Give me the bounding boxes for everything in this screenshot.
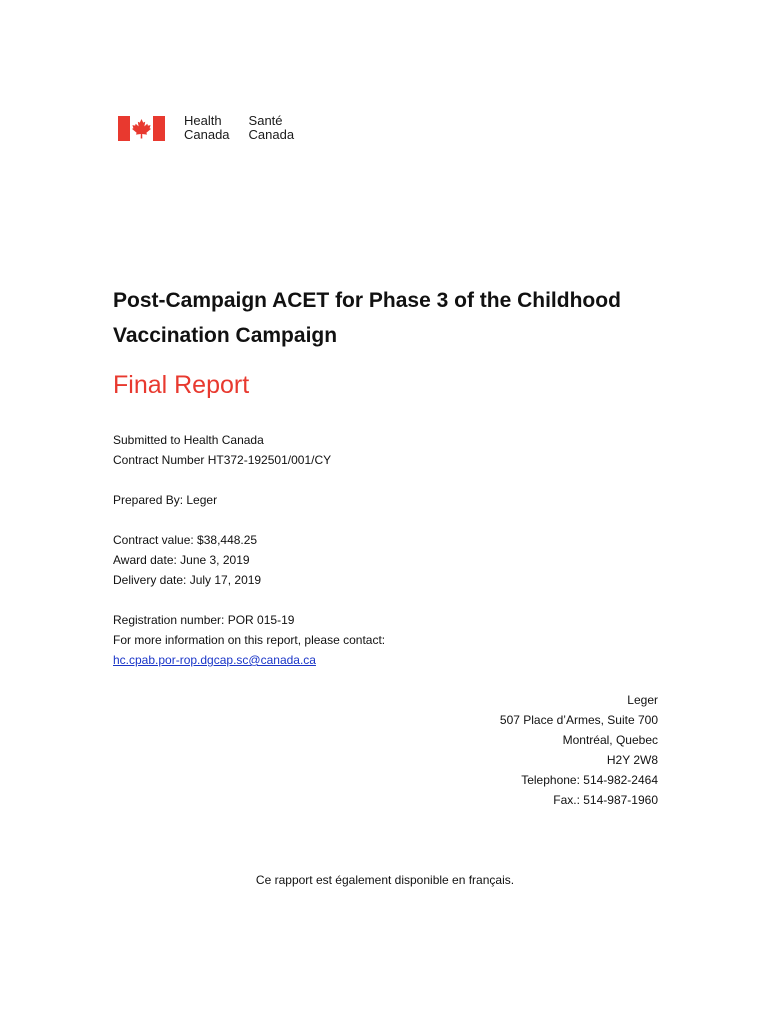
prepared-by-text: Prepared By: Leger bbox=[113, 493, 218, 507]
prepared-by-block bbox=[113, 490, 217, 510]
contract-value-text: Contract value: $38,448.25 bbox=[113, 533, 258, 547]
address-company: Leger bbox=[627, 693, 658, 707]
logo-en-line1: Health bbox=[184, 113, 222, 128]
contact-email-link[interactable]: hc.cpab.por-rop.dgcap.sc@canada.ca bbox=[113, 653, 316, 667]
delivery-date-text: Delivery date: July 17, 2019 bbox=[113, 573, 262, 587]
logo-french-name bbox=[249, 114, 295, 142]
address-telephone: Telephone: 514-982-2464 bbox=[521, 773, 658, 787]
canada-flag-icon bbox=[118, 116, 165, 141]
address-postal: H2Y 2W8 bbox=[606, 753, 658, 767]
registration-block bbox=[113, 610, 385, 670]
address-street: 507 Place d’Armes, Suite 700 bbox=[499, 713, 658, 727]
logo-en-line2: Canada bbox=[184, 127, 230, 142]
address-fax: Fax.: 514-987-1960 bbox=[553, 793, 658, 807]
registration-number-text: Registration number: POR 015-19 bbox=[113, 613, 295, 627]
address-block bbox=[500, 690, 658, 810]
contract-details-block bbox=[113, 530, 261, 590]
address-city: Montréal, Quebec bbox=[562, 733, 658, 747]
health-canada-logo bbox=[118, 114, 294, 144]
contact-text: For more information on this report, please contact: bbox=[113, 633, 386, 647]
logo-fr-line2: Canada bbox=[248, 127, 295, 142]
submission-block bbox=[113, 430, 331, 470]
submitted-to-text: Submitted to Health Canada bbox=[113, 433, 264, 447]
contract-number-text: Contract Number HT372-192501/001/CY bbox=[113, 453, 332, 467]
award-date-text: Award date: June 3, 2019 bbox=[113, 553, 250, 567]
logo-fr-line1: Santé bbox=[248, 113, 283, 128]
report-subtitle: Final Report bbox=[113, 371, 250, 399]
report-title: Post-Campaign ACET for Phase 3 of the Childhood Vaccination Campaign bbox=[113, 289, 621, 347]
french-availability-note: Ce rapport est également disponible en français. bbox=[255, 873, 515, 887]
logo-english-name bbox=[184, 114, 230, 142]
